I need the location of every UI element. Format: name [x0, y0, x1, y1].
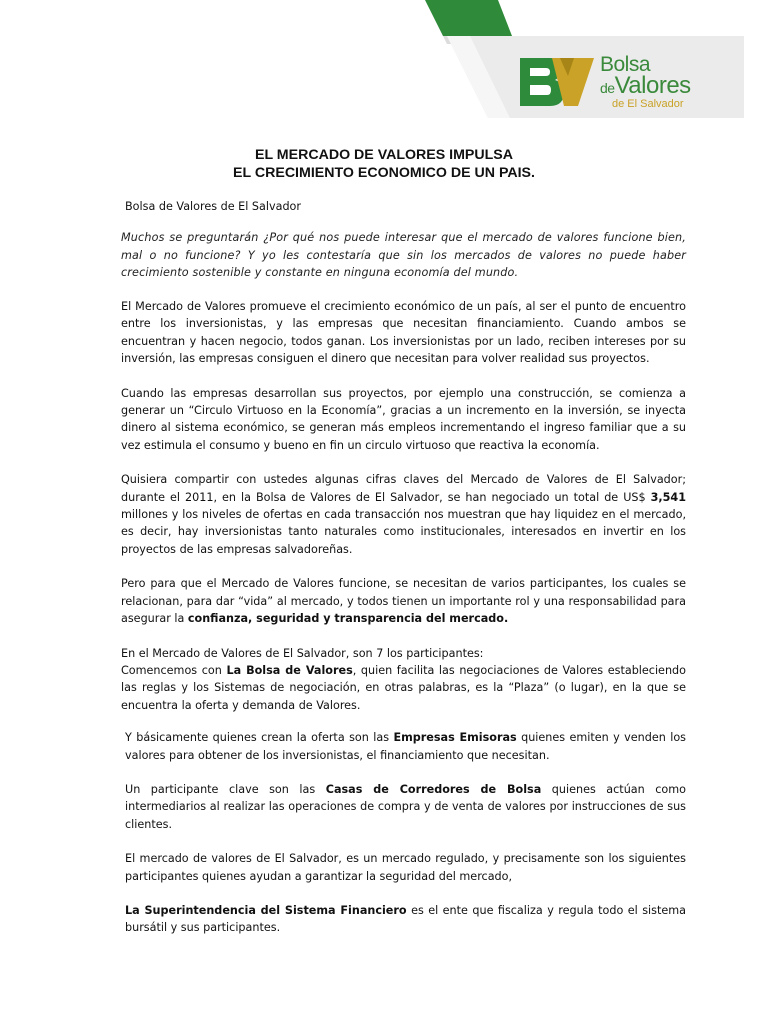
intro-paragraph: Muchos se preguntarán ¿Por qué nos puede interesar que el mercado de valores funcione bien, mal o no funcione? Y yo les contestaría que sin los mercados de valores no puede haber crecimiento sostenible y constante en ninguna economía del mundo.: [121, 231, 686, 279]
document-body: [121, 198, 686, 954]
logo-line-el-salvador: de El Salvador: [612, 98, 684, 110]
paragraph-3: Quisiera compartir con ustedes algunas cifras claves del Mercado de Valores de El Salvador; durante el 2011, en la Bolsa de Valores de El Salvador, se han negociado un total de US$ 3,541 millones y los niveles de ofertas en cada transacción nos muestran que hay liquidez en el mercado, es decir, hay inversionistas tanto naturales como institucionales, interesados en invertir en los proyectos de las empresas salvadoreñas.: [121, 473, 686, 556]
logo-bolsa-de-valores: [516, 50, 691, 112]
paragraph-9: El mercado de valores de El Salvador, es un mercado regulado, y precisamente son los siguientes participantes quienes ayudan a garantizar la seguridad del mercado,: [125, 852, 686, 883]
amount-highlight: 3,541: [650, 490, 686, 504]
bv-logo-icon: [516, 54, 598, 110]
document-title: [0, 146, 768, 182]
bolsa-highlight: La Bolsa de Valores: [226, 663, 353, 677]
paragraph-7: Y básicamente quienes crean la oferta son las Empresas Emisoras quienes emiten y venden los valores para obtener de los inversionistas, el financiamiento que necesitan.: [125, 731, 687, 762]
paragraph-4: Pero para que el Mercado de Valores funcione, se necesitan de varios participantes, los cuales se relacionan, para dar “vida” al mercado, y todos tienen un importante rol y una responsabilidad para asegurar la confianza, seguridad y transparencia del mercado.: [121, 577, 686, 626]
paragraph-1: El Mercado de Valores promueve el crecimiento económico de un país, al ser el punto de encuentro entre los inversionistas, y las empresas que necesitan financiamiento. Cuando ambos se encuentran y hacen negocio, todos ganan. Los inversionistas por un lado, reciben intereses por su inversión, las empresas consiguen el dinero que necesitan para volver realidad sus proyectos.: [121, 300, 686, 366]
paragraph-2: Cuando las empresas desarrollan sus proyectos, por ejemplo una construcción, se comienza a generar un “Circulo Virtuoso en la Economía”, gracias a un incremento en la inversión, se inyecta dinero al sistema económico, se generan más empleos incrementando el ingreso familiar que a su vez estimula el consumo y bueno en fin un circulo virtuoso que reactiva la economía.: [121, 386, 686, 452]
paragraph-6: Comencemos con La Bolsa de Valores, quien facilita las negociaciones de Valores estableciendo las reglas y los Sistemas de negociación, en otras palabras, es la “Plaza” (o lugar), en la que se encuentra la oferta y demanda de Valores.: [121, 663, 686, 712]
logo-line-valores: deValores: [600, 72, 691, 99]
logo-line-bolsa: Bolsa: [600, 53, 651, 76]
header-banner: [0, 0, 768, 130]
paragraph-5: En el Mercado de Valores de El Salvador, son 7 los participantes:: [121, 646, 484, 660]
logo-wordmark: [600, 54, 691, 110]
title-line-1: EL MERCADO DE VALORES IMPULSA: [254, 147, 514, 163]
superintendencia-highlight: La Superintendencia del Sistema Financiero: [125, 903, 407, 917]
organization-name: Bolsa de Valores de El Salvador: [125, 200, 301, 213]
title-line-2: EL CRECIMIENTO ECONOMICO DE UN PAIS.: [233, 165, 535, 181]
paragraph-8: Un participante clave son las Casas de Corredores de Bolsa quienes actúan como intermediarios al realizar las operaciones de compra y de venta de valores por instrucciones de sus clientes.: [125, 782, 687, 831]
emisoras-highlight: Empresas Emisoras: [393, 731, 517, 745]
corredores-highlight: Casas de Corredores de Bolsa: [325, 782, 542, 796]
trust-highlight: confianza, seguridad y transparencia del mercado.: [187, 612, 509, 626]
paragraph-10: La Superintendencia del Sistema Financiero es el ente que fiscaliza y regula todo el sistema bursátil y sus participantes.: [125, 903, 686, 935]
